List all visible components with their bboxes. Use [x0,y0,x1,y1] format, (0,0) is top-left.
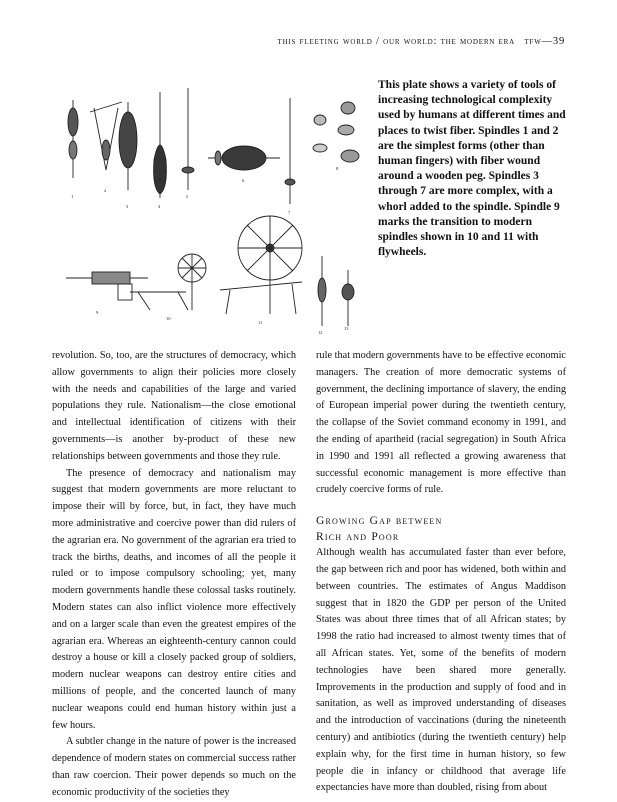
running-head [278,36,566,47]
spindle-7-drawing [285,98,295,204]
body-paragraph: Although wealth has accumulated faster than ever before, the gap between rich and poor has widened, both within and between countries. The estimates of Angus Maddison suggest that in 1820 the GDP per person of the United States was about three times that of all African states; by 1998 the ratio had increased to almost twenty times that of all African states. Yet, some of the benefits of modern technologies have been shared more generally. Improvements in the production and supply of food and in sanitation, as well as improved understanding of diseases and the introduction of vaccinations (during the nineteenth century) and antibiotics (during the twentieth century) help explain why, for the first time in human history, so few people die in infancy or childhood that average life expectancies have more than doubled, rising from about [316,547,566,794]
figure-label: 7 [288,210,291,215]
spindle-1-drawing [68,100,78,178]
figure-label: 2 [104,188,107,193]
figure-label: 12 [318,330,323,335]
body-paragraph: A subtler change in the nature of power is the increased dependence of modern states on commercial success rather than raw coercion. Their power depends so much on the economic productivity of the societies they [52,736,296,798]
spinning-wheel-11-drawing [220,216,302,314]
figure-label: 11 [258,320,263,325]
spindle-12-drawing [318,256,326,326]
section-heading-line-1: Growing Gap between [316,515,443,528]
spindle-6-drawing [208,146,280,170]
running-head-title: this fleeting world / our world: the modern era [277,36,515,47]
figure-label: 8 [336,166,339,171]
spindle-2-drawing [90,102,122,170]
figure-label: 10 [166,316,171,321]
figure-label: 3 [126,204,129,209]
figure-label: 9 [96,310,99,315]
spindle-13-drawing [342,270,354,326]
figure-labels [71,166,349,335]
whorls-8-drawing [313,102,359,162]
left-column [52,348,296,802]
body-paragraph: rule that modern governments have to be effective economic managers. The creation of more democratic systems of government, the declining importance of slavery, the ending of European imperial power during the twentieth century, the collapse of the Soviet command economy in 1991, and the ending of apartheid (racial segregation) in South Africa in 1990 and 1991 all reflected a growing awareness that successful economic management is more effective than crudely coercive forms of rule. [316,350,566,496]
figure-label: 13 [344,326,349,331]
spindle-5-drawing [182,88,194,190]
figure-label: 5 [186,194,189,199]
page-number: tfw—39 [524,36,565,47]
spindle-4-drawing [154,92,167,198]
section-heading [316,513,566,545]
body-paragraph: revolution. So, too, are the structures of democracy, which allow governments to align their policies more closely with the needs and capabilities of the large and varied populations they rule. Nationalism—the close emotional and intellectual identification of citizens with their governments—is another by-product of these new relationships between governments and those they rule. [52,350,296,462]
figure-label: 6 [242,178,245,183]
body-paragraph: The presence of democracy and nationalism may suggest that modern governments are more reluctant to impose their will by force, but, in fact, they have much more administrative and coercive power than did rulers of the agrarian era. No government of the agrarian era tried to track the births, deaths, and incomes of all the people it ruled or to impose compulsory schooling; yet, many modern governments handle these colossal tasks routinely. Modern states can also inflict violence more effectively and on a larger scale than even the greatest empires of the agrarian era. Whereas an eighteenth-century cannon could destroy a house or kill a closely packed group of soldiers, modern nuclear weapons can destroy entire cities and millions of people, and the concerted launch of many nuclear weapons could end human history within just a few hours. [52,467,296,731]
section-heading-line-2: Rich and Poor [316,531,400,544]
spindle-plate-illustration [58,70,368,340]
spindle-3-drawing [119,102,137,190]
spindle-9-drawing [66,272,148,300]
spinning-wheel-10-drawing [130,254,206,310]
right-column [316,348,566,797]
figure-label: 4 [158,204,161,209]
figure-label: 1 [71,194,74,199]
figure-caption: This plate shows a variety of tools of increasing technological complexity used by humans at different times and places to twist fiber. Spindles 1 and 2 are the simplest forms (other than human fingers) with fiber wound around a wooden peg. Spindles 3 through 7 are more complex, with a whorl added to the spindle. Spindle 9 marks the transition to modern spindles shown in 10 and 11 with flywheels. [378,79,566,259]
